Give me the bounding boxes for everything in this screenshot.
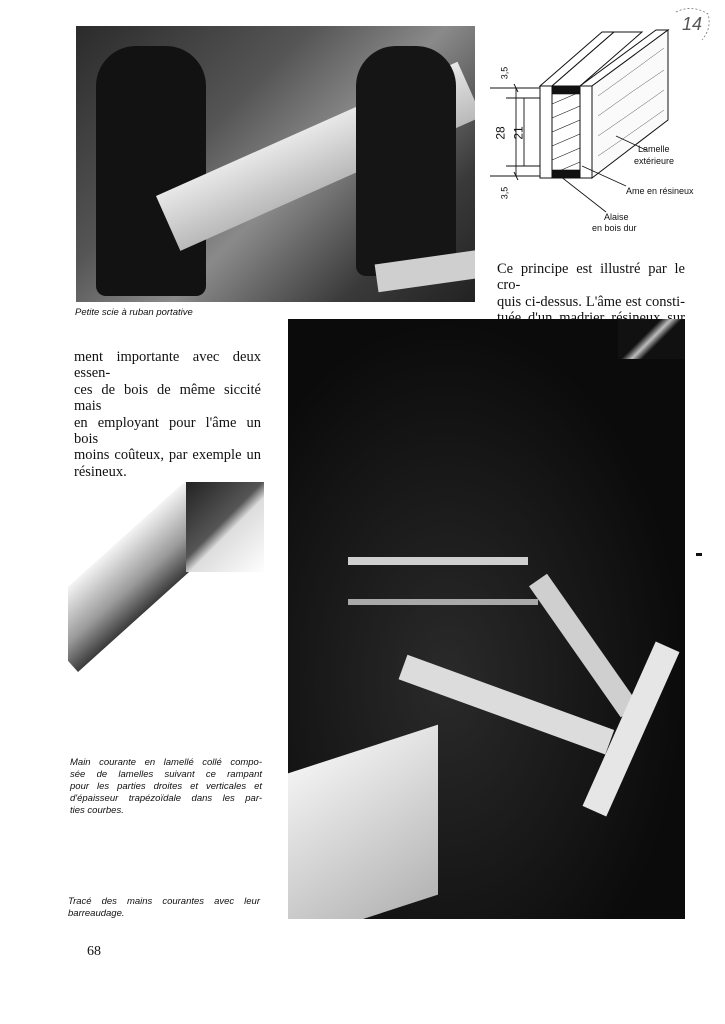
photo-caption-saw: Petite scie à ruban portative [75, 307, 193, 318]
dimension-label: 3,5 [499, 186, 510, 200]
worker-silhouette [356, 46, 456, 276]
label-edge: en bois dur [592, 223, 637, 233]
drawing-board [288, 725, 438, 919]
photo-handrail-model [288, 319, 685, 919]
text-line: quis ci-dessus. L'âme est consti- [497, 293, 685, 310]
photo-detail [348, 557, 528, 565]
photo-laminated-handrail [68, 482, 264, 744]
paragraph-species [74, 349, 261, 480]
caption-line: Tracé des mains courantes avec leur [68, 896, 260, 907]
photo-detail [348, 599, 538, 605]
paragraph-principle [497, 261, 685, 327]
caption-line: barreaudage. [68, 908, 125, 919]
dimension-label: 3,5 [499, 66, 510, 80]
worker-silhouette [96, 46, 206, 296]
photo-caption-laminated-handrail [70, 757, 262, 817]
label-outer-lamella: extérieure [634, 156, 675, 166]
photo-detail [618, 319, 685, 359]
caption-line: pour les parties droites et verticales et [70, 781, 262, 792]
caption-line: sée de lamelles suivant ce rampant [70, 769, 262, 780]
caption-line: d'épaisseur trapézoïdale dans les par- [70, 793, 262, 804]
dimension-label: 21 [511, 126, 526, 140]
photo-portable-band-saw [76, 26, 475, 302]
label-edge: Alaise [604, 212, 629, 222]
handrail-piece [529, 574, 639, 718]
caption-line: ties courbes. [70, 805, 124, 816]
page-number: 68 [87, 944, 101, 959]
caption-line: Main courante en lamellé collé compo- [70, 757, 262, 768]
label-outer-lamella: Lamelle [638, 144, 670, 154]
text-line: moins coûteux, par exemple un [74, 447, 261, 464]
text-line: Ce principe est illustré par le cro- [497, 261, 685, 294]
dimension-label: 28 [493, 126, 508, 140]
text-line: ces de bois de même siccité mais [74, 381, 261, 415]
laminated-section-diagram [486, 26, 706, 241]
photo-caption-handrail-tracing [68, 896, 260, 920]
label-core: Ame en résineux [626, 186, 694, 196]
margin-mark [696, 553, 702, 556]
handrail-joint [186, 482, 264, 572]
text-line: ment importante avec deux essen- [74, 349, 261, 382]
text-line: résineux. [74, 463, 127, 480]
corner-mark-text: 14 [682, 14, 703, 34]
text-line: en employant pour l'âme un bois [74, 414, 261, 448]
